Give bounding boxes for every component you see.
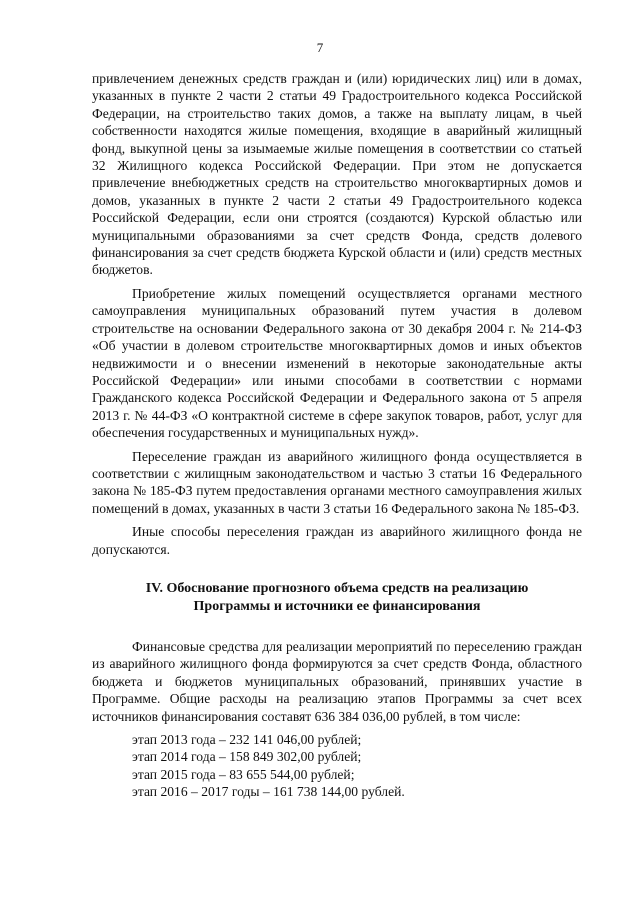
paragraph-other-methods: Иные способы переселения граждан из аварийного жилищного фонда не допускаются. — [92, 524, 582, 557]
stages-list — [92, 731, 582, 801]
stage-2014: этап 2014 года – 158 849 302,00 рублей; — [132, 749, 362, 765]
stage-2015: этап 2015 года – 83 655 544,00 рублей; — [132, 766, 355, 782]
paragraph-resettlement: Переселение граждан из аварийного жилищного фонда осуществляется в соответствии с жилищным законодательством и частью 3 статьи 16 Федерального закона № 185-ФЗ путем предоставления органами местного самоуправления жилых помещений в домах, указанных в части 3 статьи 16 Федерального закона № 185-ФЗ. — [92, 448, 582, 516]
paragraph-continuation: привлечением денежных средств граждан и (или) юридических лиц) или в домах, указанных в пункте 2 части 2 статьи 49 Градостроительного кодекса Российской Федерации, на строительство таких домов, а также на выплату лицам, в чьей собственности находятся жилые помещения, входящие в аварийный жилищный фонд, выкупной цены за изымаемые жилые помещения в соответствии со статьей 32 Жилищного кодекса Российской Федерации. При этом не допускается привлечение внебюджетных средств на строительство многоквартирных домов и домов, указанных в пункте 2 части 2 статьи 49 Градостроительного кодекса Российской Федерации, если они строятся (создаются) Курской областью или муниципальными образованиями за счет средств Фонда, средств долевого финансирования за счет средств бюджета Курской области и (или) средств местных бюджетов. — [92, 71, 582, 278]
stage-2016-2017: этап 2016 – 2017 годы – 161 738 144,00 рублей. — [132, 784, 405, 800]
section-heading — [92, 580, 582, 616]
stage-2013: этап 2013 года – 232 141 046,00 рублей; — [132, 732, 362, 747]
section-heading-line-1: IV. Обоснование прогнозного объема средств на реализацию — [145, 580, 529, 596]
paragraph-financing: Финансовые средства для реализации мероприятий по переселению граждан из аварийного жилищного фонда формируются за счет средств Фонда, областного бюджета и бюджетов муниципальных образований, принявших участие в Программе. Общие расходы на реализацию этапов Программы за счет всех источников финансирования составят 636 384 036,00 рублей, в том числе: — [92, 638, 582, 724]
page-number: 7 — [316, 40, 324, 55]
document-body — [92, 70, 582, 801]
paragraph-acquisition: Приобретение жилых помещений осуществляется органами местного самоуправления муниципальных образований путем участия в долевом строительстве на основании Федерального закона от 30 декабря 2004 г. № 214-ФЗ «Об участии в долевом строительстве многоквартирных домов и иных объектов недвижимости и о внесении изменений в некоторые законодательные акты Российской Федерации» или иными способами в соответствии с нормами Гражданского кодекса Российской Федерации и Федерального закона от 5 апреля 2013 г. № 44-ФЗ «О контрактной системе в сфере закупок товаров, работ, услуг для обеспечения государственных и муниципальных нужд». — [92, 285, 582, 441]
section-heading-line-2: Программы и источники ее финансирования — [193, 598, 481, 614]
